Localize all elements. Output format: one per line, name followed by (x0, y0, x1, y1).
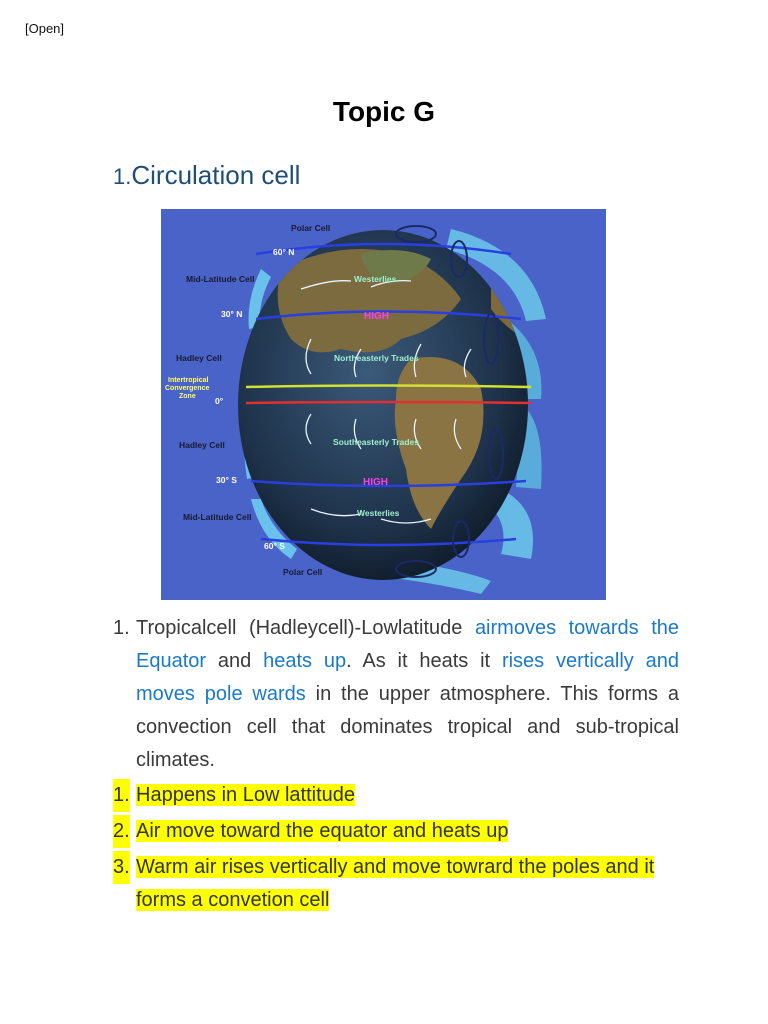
highlight-blue-3: rises vertically and moves pole wards (136, 650, 679, 705)
label-hadley-top: Hadley Cell (176, 353, 222, 363)
summary-number: 1. (113, 779, 130, 812)
classification-tag: [Open] (25, 21, 65, 36)
summary-text: Happens in Low lattitude (136, 784, 356, 806)
summary-list (113, 779, 679, 917)
label-60s: 60° S (264, 541, 285, 551)
item-text: . As it heats it (346, 650, 502, 672)
label-mid-latitude-top: Mid-Latitude Cell (186, 274, 255, 284)
list-item-tropical-cell (113, 612, 679, 777)
label-se-trades: Southeasterly Trades (333, 437, 419, 447)
label-ne-trades: Northeasterly Trades (334, 353, 419, 363)
highlight-blue-1: airmoves towards the Equator (136, 617, 679, 672)
section-heading-text: Circulation cell (131, 160, 301, 190)
label-high-bottom: HIGH (363, 477, 388, 488)
summary-item (113, 851, 679, 917)
label-itcz-2: Convergence (165, 385, 210, 392)
section-heading (113, 160, 300, 191)
summary-text: Air move toward the equator and heats up (136, 820, 509, 842)
label-60n: 60° N (273, 247, 295, 257)
label-mid-latitude-bottom: Mid-Latitude Cell (183, 512, 252, 522)
label-itcz-3: Zone (179, 393, 196, 400)
main-list (113, 612, 679, 777)
label-high-top: HIGH (364, 311, 389, 322)
label-itcz-1: Intertropical (168, 377, 209, 384)
item-text: Tropicalcell (Hadleycell)-Lowlatitude (136, 617, 475, 639)
summary-item (113, 815, 679, 848)
item-number: 1. (113, 617, 130, 639)
summary-number: 3. (113, 851, 130, 884)
label-equator: 0° (215, 396, 224, 406)
highlight-blue-2: heats up (263, 650, 347, 672)
label-westerlies-top: Westerlies (354, 274, 397, 284)
label-hadley-bottom: Hadley Cell (179, 440, 225, 450)
label-30n: 30° N (221, 309, 243, 319)
summary-number: 2. (113, 815, 130, 848)
section-number: 1. (113, 164, 132, 189)
circulation-cell-diagram (161, 209, 606, 600)
label-polar-cell-bottom: Polar Cell (283, 567, 323, 577)
item-text: and (206, 650, 264, 672)
summary-text: Warm air rises vertically and move towrard the poles and it forms a convetion cell (136, 856, 655, 911)
label-polar-cell-top: Polar Cell (291, 223, 331, 233)
label-30s: 30° S (216, 475, 237, 485)
item-text: in the upper atmosphere. This forms a convection cell that dominates tropical and sub-tropical climates. (136, 683, 679, 771)
page-title: Topic G (332, 96, 436, 127)
label-westerlies-bottom: Westerlies (357, 508, 400, 518)
summary-item (113, 779, 679, 812)
